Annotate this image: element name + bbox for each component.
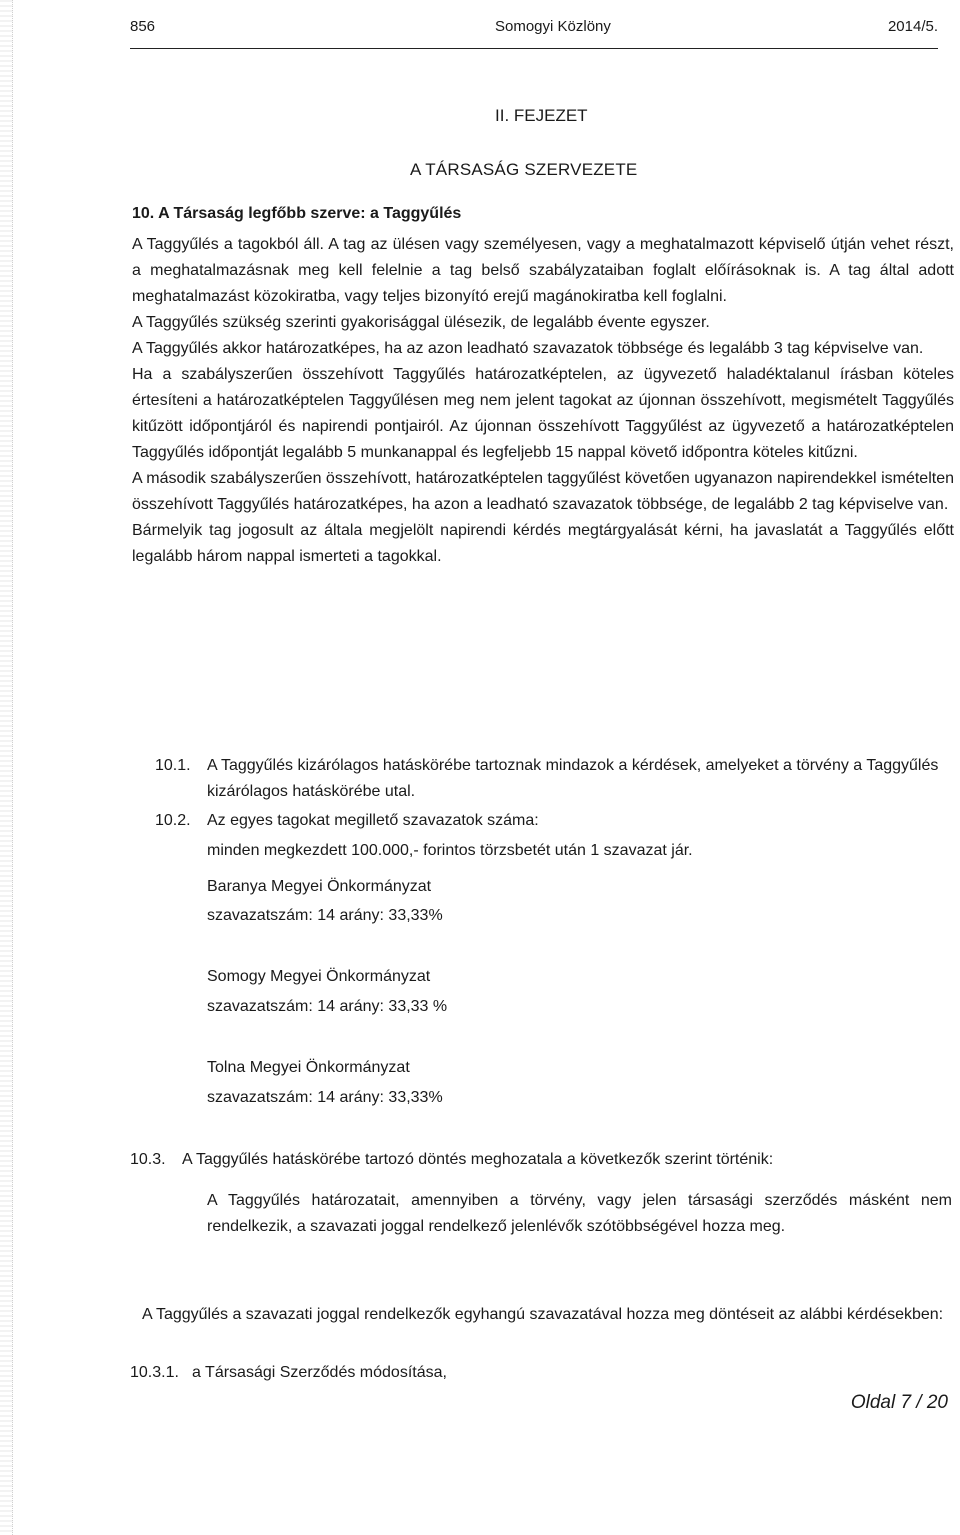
item-10-1 — [155, 753, 955, 805]
paragraph: Ha a szabályszerűen összehívott Taggyűlés határozatképtelen, az ügyvezető haladéktalanul írásban köteles értesíteni a határozatképtelen Taggyűlésen meg nem jelent tagokat az újonnan összehívott, megismételt Taggyűlés kitűzött időpontjáról és napirendi pontjairól. Az újonnan összehívott Taggyűlést az ügyvezető a határozatképtelen Taggyűlés időpontját legalább 5 munkanappal és legfeljebb 15 nappal követő időpontra köteles kitűzni. — [132, 366, 954, 461]
item-10-3 — [130, 1147, 930, 1173]
member-name: Tolna Megyei Önkormányzat — [207, 1059, 410, 1076]
scan-edge — [0, 0, 13, 1535]
header-divider — [130, 48, 938, 49]
item-number: 10.2. — [155, 812, 191, 829]
item-text: Az egyes tagokat megillető szavazatok száma: — [207, 812, 539, 829]
member-votes: szavazatszám: 14 arány: 33,33 % — [207, 998, 448, 1015]
item-number: 10.3.1. — [130, 1364, 179, 1381]
item-text: A Taggyűlés kizárólagos hatáskörébe tartoznak mindazok a kérdések, amelyeket a törvény a Taggyűlés kizárólagos hatáskörébe utal. — [207, 757, 939, 800]
publication-name: Somogyi Közlöny — [495, 18, 611, 35]
member-votes: szavazatszám: 14 arány: 33,33% — [207, 907, 443, 924]
member-votes: szavazatszám: 14 arány: 33,33% — [207, 1089, 443, 1106]
page-number: 856 — [130, 18, 156, 35]
item-number: 10.3. — [130, 1151, 166, 1168]
paragraph: A Taggyűlés akkor határozatképes, ha az azon leadható szavazatok többsége és legalább 3 tag képviselve van. — [132, 340, 924, 357]
paragraph: A Taggyűlés szükség szerinti gyakorisággal ülésezik, de legalább évente egyszer. — [132, 314, 710, 331]
item-text: a Társasági Szerződés módosítása, — [192, 1364, 447, 1381]
section-title: 10. A Társaság legfőbb szerve: a Taggyűlés — [132, 205, 462, 222]
section-body — [132, 232, 954, 570]
item-10-3-detail: A Taggyűlés határozatait, amennyiben a törvény, vagy jelen társasági szerződés másként nem rendelkezik, a szavazati joggal rendelkező jelenlévők szótöbbségével hozza meg. — [207, 1192, 952, 1235]
vote-rule: minden megkezdett 100.000,- forintos törzsbetét után 1 szavazat jár. — [207, 842, 693, 859]
item-10-3-1 — [130, 1360, 447, 1386]
item-10-2 — [155, 808, 955, 834]
page-footer: Oldal 7 / 20 — [850, 1392, 948, 1413]
paragraph: A Taggyűlés a tagokból áll. A tag az ülésen vagy személyesen, vagy a meghatalmazott képviselő útján vehet részt, a meghatalmazásnak meg kell felelnie a tag belső szabályzataiban foglalt előírásoknak is. A tag által adott meghatalmazást közokiratba, vagy teljes bizonyító erejű magánokiratba kell foglalni. — [132, 236, 954, 305]
paragraph: Bármelyik tag jogosult az általa megjelölt napirendi kérdés megtárgyalását kérni, ha javaslatát a Taggyűlés előtt legalább három nappal ismerteti a tagokkal. — [132, 522, 954, 565]
item-text: A Taggyűlés hatáskörébe tartozó döntés meghozatala a következők szerint történik: — [182, 1151, 774, 1168]
page-header — [130, 18, 938, 40]
paragraph: A második szabályszerűen összehívott, határozatképtelen taggyűlést követően ugyanazon napirendekkel ismételten összehívott Taggyűlés határozatképes, ha azon a leadható szavazatok többsége, de legalább 2 tag képviselve van. — [132, 470, 954, 513]
member-name: Somogy Megyei Önkormányzat — [207, 968, 431, 985]
unanimous-decisions-text: A Taggyűlés a szavazati joggal rendelkezők egyhangú szavazatával hozza meg döntéseit az alábbi kérdésekben: — [142, 1306, 944, 1323]
item-number: 10.1. — [155, 757, 191, 774]
issue-number: 2014/5. — [887, 18, 938, 35]
member-name: Baranya Megyei Önkormányzat — [207, 878, 432, 895]
chapter-heading: II. FEJEZET — [495, 106, 588, 125]
chapter-title: A TÁRSASÁG SZERVEZETE — [410, 160, 638, 179]
